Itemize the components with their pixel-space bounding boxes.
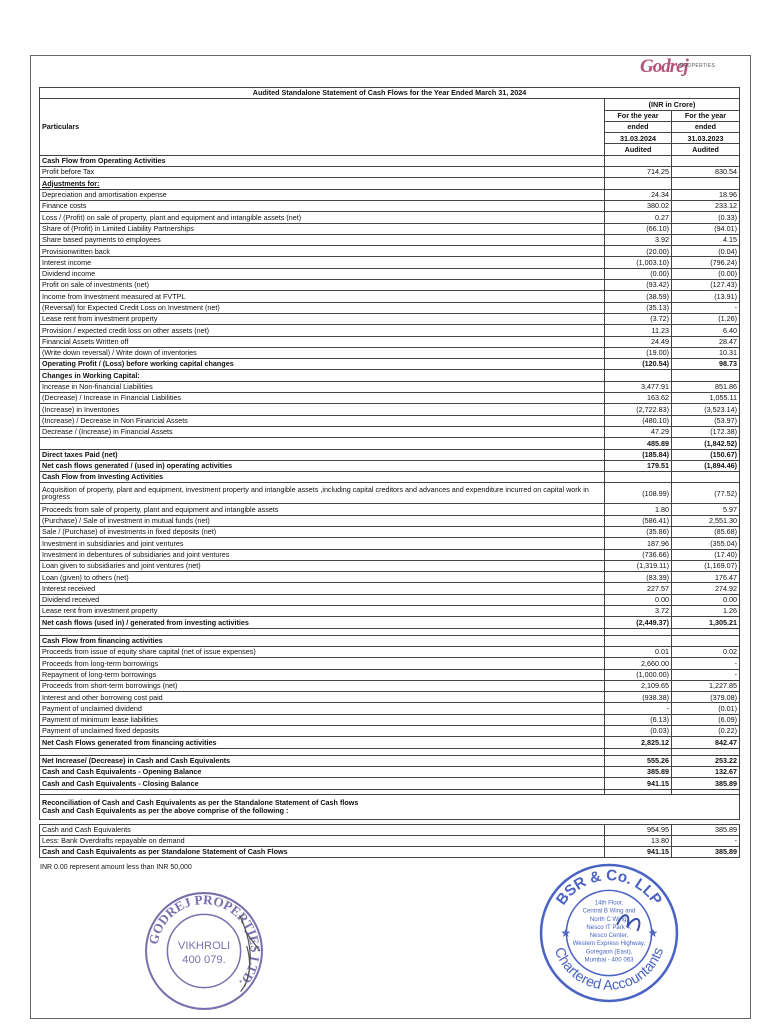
auditor-line5: Nesco Center, [589,932,629,940]
col1-header-c: 31.03.2024 [605,133,672,144]
row-label: Provisionwritten back [40,246,605,257]
row-label: Financial Assets Written off [40,336,605,347]
value-fy2024 [605,370,672,381]
table-row [40,268,740,279]
row-label: Adjustments for: [40,178,605,189]
row-label: Repayment of long-term borrowings [40,669,605,680]
value-fy2024: 714.25 [605,167,672,178]
value-fy2024 [605,748,672,755]
value-fy2024: 24.34 [605,189,672,200]
value-fy2024: (2,722.83) [605,404,672,415]
value-fy2024: (0.03) [605,726,672,737]
value-fy2023: 253.22 [672,755,740,766]
value-fy2023: (1.26) [672,313,740,324]
table-row [40,302,740,313]
auditor-ring-top: BSR & Co. LLP [552,867,666,909]
table-row [40,703,740,714]
logo-sub: PROPERTIES [680,63,716,69]
value-fy2024: (938.38) [605,692,672,703]
row-label: Increase in Non-financial Liabilities [40,381,605,392]
particulars-header: Particulars [40,99,605,155]
table-row [40,560,740,571]
logo-brand: Godrej [640,56,688,77]
value-fy2023 [672,628,740,635]
value-fy2023: (379.08) [672,692,740,703]
value-fy2023: (94.01) [672,223,740,234]
table-row [40,483,740,504]
value-fy2023: 0.00 [672,594,740,605]
table-row [40,726,740,737]
value-fy2024: 163.62 [605,393,672,404]
value-fy2024: (6.13) [605,714,672,725]
row-label: Dividend received [40,594,605,605]
value-fy2023: (3,523.14) [672,404,740,415]
table-row [40,504,740,515]
table-row [40,291,740,302]
col1-header-d: Audited [605,144,672,155]
table-row [40,438,740,449]
row-label: Finance costs [40,200,605,211]
value-fy2024: 2,660.00 [605,658,672,669]
row-label: (Increase) / Decrease in Non Financial Assets [40,415,605,426]
value-fy2024: 941.15 [605,778,672,789]
table-row [40,370,740,381]
table-row [40,766,740,777]
table-row [40,460,740,471]
table-row [40,835,740,846]
star-icon: ★ [647,926,659,941]
value-fy2024: (1,000.00) [605,669,672,680]
value-fy2024: 954.95 [605,824,672,835]
row-label: Share based payments to employees [40,234,605,245]
value-fy2023: 0.02 [672,646,740,657]
value-fy2024: (2,449.37) [605,617,672,628]
value-fy2024: (1,319.11) [605,560,672,571]
col1-header-b: ended [605,121,672,132]
table-row [40,223,740,234]
row-label: Profit before Tax [40,167,605,178]
value-fy2024: - [605,703,672,714]
value-fy2024: (0.00) [605,268,672,279]
cash-flow-table [39,87,740,858]
value-fy2023: (1,842.52) [672,438,740,449]
value-fy2023 [672,472,740,483]
auditor-line7: Goregaon (East), [585,948,633,956]
value-fy2024: (20.00) [605,246,672,257]
value-fy2023: 274.92 [672,583,740,594]
value-fy2023: 385.89 [672,824,740,835]
table-row [40,714,740,725]
value-fy2023: 385.89 [672,847,740,858]
row-label: Net Increase/ (Decrease) in Cash and Cash Equivalents [40,755,605,766]
value-fy2024: 485.89 [605,438,672,449]
value-fy2023: (13.91) [672,291,740,302]
seal-pin: 400 079. [182,954,226,967]
value-fy2024: (120.54) [605,359,672,370]
value-fy2023: 842.47 [672,737,740,748]
value-fy2023: 132.67 [672,766,740,777]
row-label: Proceeds from issue of equity share capital (net of issue expenses) [40,646,605,657]
table-row [40,415,740,426]
value-fy2023 [672,635,740,646]
value-fy2023: (0.04) [672,246,740,257]
value-fy2024: 380.02 [605,200,672,211]
value-fy2023: 233.12 [672,200,740,211]
table-row [40,594,740,605]
value-fy2024: (586.41) [605,515,672,526]
table-row [40,178,740,189]
value-fy2023: 5.97 [672,504,740,515]
table-row [40,646,740,657]
value-fy2023: 18.96 [672,189,740,200]
table-row [40,359,740,370]
recon-line1: Reconciliation of Cash and Cash Equivalents as per the Standalone Statement of Cash flows [42,797,359,807]
value-fy2023: 4.15 [672,234,740,245]
row-label: Dividend income [40,268,605,279]
value-fy2023 [672,178,740,189]
value-fy2023: 6.40 [672,325,740,336]
table-row [40,583,740,594]
col2-header-a: For the year [672,110,740,121]
value-fy2024 [605,155,672,166]
value-fy2023: - [672,302,740,313]
value-fy2023 [672,155,740,166]
row-label: Profit on sale of investments (net) [40,280,605,291]
value-fy2023: 830.54 [672,167,740,178]
value-fy2023: 1,305.21 [672,617,740,628]
value-fy2024: 0.27 [605,212,672,223]
row-label: Payment of unclaimed dividend [40,703,605,714]
table-row [40,472,740,483]
footnote: INR 0.00 represent amount less than INR 50,000 [40,864,192,871]
value-fy2024: 187.96 [605,538,672,549]
table-row [40,748,740,755]
value-fy2024: 1.80 [605,504,672,515]
table-row [40,381,740,392]
value-fy2024: (108.99) [605,483,672,504]
value-fy2024: (19.00) [605,347,672,358]
value-fy2023: 176.47 [672,572,740,583]
row-label: Acquisition of property, plant and equipment, investment property and intangible assets ,including capital creditors and advances and expenditure incurred on capital work in progress [40,483,605,504]
row-label [40,628,605,635]
table-row [40,824,740,835]
row-label: Cash and Cash Equivalents - Closing Balance [40,778,605,789]
row-label: Income from Investment measured at FVTPL [40,291,605,302]
value-fy2024: (66.10) [605,223,672,234]
row-label: Cash and Cash Equivalents as per Standalone Statement of Cash Flows [40,847,605,858]
value-fy2024: 385.89 [605,766,672,777]
table-row [40,572,740,583]
value-fy2023 [672,370,740,381]
table-row [40,755,740,766]
row-label: Sale / (Purchase) of investments in fixed deposits (net) [40,526,605,537]
table-row [40,313,740,324]
unit-header: (INR in Crore) [605,99,740,110]
row-label: Less: Bank Overdrafts repayable on demand [40,835,605,846]
row-label: Loan given to subsidiaries and joint ventures (net) [40,560,605,571]
statement-title: Audited Standalone Statement of Cash Flows for the Year Ended March 31, 2024 [40,88,740,99]
star-icon: ★ [560,926,572,941]
value-fy2024 [605,472,672,483]
row-label: Cash and Cash Equivalents [40,824,605,835]
row-label: Proceeds from short-term borrowings (net) [40,680,605,691]
value-fy2023: 2,551.30 [672,515,740,526]
value-fy2023: (77.52) [672,483,740,504]
table-row [40,669,740,680]
row-label: Decrease / (Increase) in Financial Assets [40,426,605,437]
company-logo [640,56,750,80]
value-fy2024: 941.15 [605,847,672,858]
auditor-line1: 14th Floor, [594,899,624,907]
row-label: (Increase) in Inventories [40,404,605,415]
value-fy2023: (127.43) [672,280,740,291]
value-fy2024 [605,178,672,189]
reconciliation-title [40,794,740,819]
row-label: Net cash flows generated / (used in) operating activities [40,460,605,471]
row-label: Provision / expected credit loss on other assets (net) [40,325,605,336]
value-fy2024: 11.23 [605,325,672,336]
value-fy2023: (0.01) [672,703,740,714]
value-fy2023: 28.47 [672,336,740,347]
value-fy2024: (35.86) [605,526,672,537]
value-fy2024 [605,635,672,646]
table-row [40,538,740,549]
value-fy2024: 555.26 [605,755,672,766]
value-fy2024: (35.13) [605,302,672,313]
value-fy2023: 98.73 [672,359,740,370]
value-fy2023: - [672,658,740,669]
value-fy2024: 0.00 [605,594,672,605]
table-row [40,778,740,789]
value-fy2024 [605,628,672,635]
value-fy2023: (0.33) [672,212,740,223]
table-row [40,635,740,646]
value-fy2023: (150.67) [672,449,740,460]
row-label: Lease rent from investment property [40,313,605,324]
value-fy2023: (17.40) [672,549,740,560]
value-fy2024: (736.66) [605,549,672,560]
value-fy2024: 3.92 [605,234,672,245]
row-label: Cash Flow from Operating Activities [40,155,605,166]
col2-header-b: ended [672,121,740,132]
table-row [40,167,740,178]
value-fy2023: 385.89 [672,778,740,789]
table-row [40,257,740,268]
col2-header-c: 31.03.2023 [672,133,740,144]
table-row [40,680,740,691]
value-fy2023: (355.04) [672,538,740,549]
row-label: Cash Flow from Investing Activities [40,472,605,483]
value-fy2024: (480.10) [605,415,672,426]
table-row [40,515,740,526]
row-label: Interest and other borrowing cost paid [40,692,605,703]
table-row [40,234,740,245]
table-row [40,847,740,858]
seal-ring-text: GODREJ PROPERTIES LTD. [145,892,263,990]
row-label: Net Cash Flows generated from financing activities [40,737,605,748]
auditor-ring-bottom: Chartered Accountants [550,945,668,994]
table-row [40,628,740,635]
company-seal [143,890,265,1012]
value-fy2024: 3.72 [605,606,672,617]
value-fy2024: (83.39) [605,572,672,583]
table-row [40,246,740,257]
value-fy2024: 227.57 [605,583,672,594]
auditor-line3: North C Wing, [589,915,629,923]
table-row [40,336,740,347]
value-fy2024: (185.84) [605,449,672,460]
row-label: Cash and Cash Equivalents - Opening Balance [40,766,605,777]
table-row [40,189,740,200]
table-row [40,200,740,211]
row-label: Operating Profit / (Loss) before working capital changes [40,359,605,370]
value-fy2024: 0.01 [605,646,672,657]
row-label: (Reversal) for Expected Credit Loss on Investment (net) [40,302,605,313]
value-fy2024: 24.49 [605,336,672,347]
value-fy2023: (53.97) [672,415,740,426]
value-fy2023: 851.86 [672,381,740,392]
value-fy2023: (172.38) [672,426,740,437]
row-label: (Purchase) / Sale of investment in mutual funds (net) [40,515,605,526]
value-fy2023 [672,748,740,755]
table-row [40,526,740,537]
value-fy2024: (93.42) [605,280,672,291]
value-fy2023: (1,169.07) [672,560,740,571]
row-label: Proceeds from long-term borrowings [40,658,605,669]
row-label: Interest income [40,257,605,268]
value-fy2024: 2,825.12 [605,737,672,748]
value-fy2023: 1,227.85 [672,680,740,691]
value-fy2023: 10.31 [672,347,740,358]
auditor-line4: Nesco IT Park 4, [586,923,632,931]
table-row [40,404,740,415]
value-fy2023: (6.09) [672,714,740,725]
table-row [40,426,740,437]
auditor-line6: Western Express Highway, [572,940,646,948]
table-row [40,393,740,404]
row-label [40,748,605,755]
table-row [40,449,740,460]
row-label: Proceeds from sale of property, plant and equipment and intangible assets [40,504,605,515]
value-fy2023: 1.26 [672,606,740,617]
row-label: Lease rent from investment property [40,606,605,617]
value-fy2024: 179.51 [605,460,672,471]
recon-line2: Cash and Cash Equivalents as per the above comprise of the following : [42,805,289,815]
value-fy2023: (1,894.46) [672,460,740,471]
table-row [40,692,740,703]
table-row [40,617,740,628]
auditor-line2: Central B Wing and [582,907,636,915]
seal-city: VIKHROLI [177,939,231,952]
table-row [40,155,740,166]
table-row [40,347,740,358]
table-row [40,212,740,223]
value-fy2024: 2,109.65 [605,680,672,691]
col2-header-d: Audited [672,144,740,155]
value-fy2024: 13.80 [605,835,672,846]
row-label: Depreciation and amortisation expense [40,189,605,200]
row-label: Cash Flow from financing activities [40,635,605,646]
row-label: Changes in Working Capital: [40,370,605,381]
value-fy2023: - [672,835,740,846]
value-fy2024: (3.72) [605,313,672,324]
row-label: Direct taxes Paid (net) [40,449,605,460]
value-fy2024: 3,477.91 [605,381,672,392]
table-row [40,280,740,291]
value-fy2023: (85.68) [672,526,740,537]
table-row [40,549,740,560]
row-label: (Decrease) / Increase in Financial Liabilities [40,393,605,404]
value-fy2024: 47.29 [605,426,672,437]
table-row [40,606,740,617]
table-row [40,737,740,748]
row-label: Loss / (Profit) on sale of property, plant and equipment and intangible assets (net) [40,212,605,223]
row-label [40,438,605,449]
value-fy2023: 1,055.11 [672,393,740,404]
value-fy2023: (0.22) [672,726,740,737]
table-row [40,658,740,669]
row-label: Investment in subsidiaries and joint ventures [40,538,605,549]
row-label: Payment of minimum lease liabilities [40,714,605,725]
row-label: (Write down reversal) / Write down of inventories [40,347,605,358]
row-label: Payment of unclaimed fixed deposits [40,726,605,737]
table-row [40,325,740,336]
value-fy2024: (38.59) [605,291,672,302]
value-fy2024: (1,003.10) [605,257,672,268]
value-fy2023: (796.24) [672,257,740,268]
row-label: Share of (Profit) in Limited Liability Partnerships [40,223,605,234]
row-label: Interest received [40,583,605,594]
row-label: Investment in debentures of subsidiaries and joint ventures [40,549,605,560]
value-fy2023: - [672,669,740,680]
value-fy2023: (0.00) [672,268,740,279]
col1-header-a: For the year [605,110,672,121]
row-label: Net cash flows (used in) / generated from investing activities [40,617,605,628]
auditor-line8: Mumbai - 400 063 [584,956,634,964]
row-label: Loan (given) to others (net) [40,572,605,583]
auditor-seal [538,862,680,1004]
reconciliation-header [40,794,740,819]
